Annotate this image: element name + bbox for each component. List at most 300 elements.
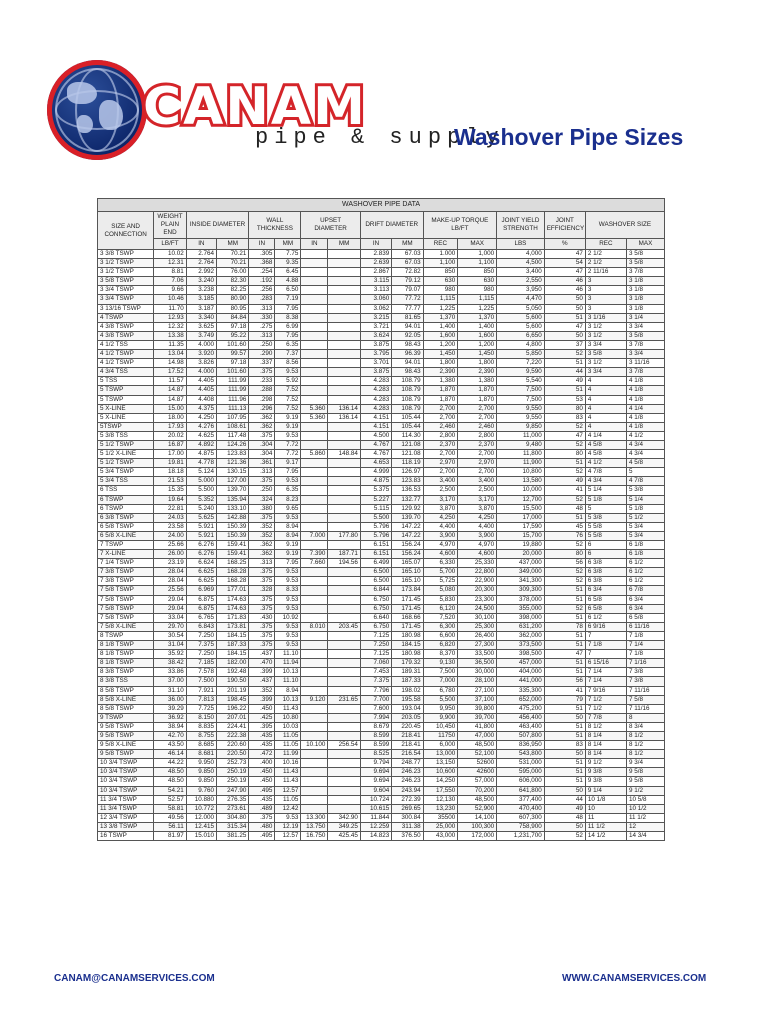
table-cell: 79: [544, 695, 585, 704]
header-inside-diameter: INSIDE DIAMETER: [186, 212, 249, 239]
table-cell: 7.95: [275, 331, 301, 340]
table-cell: .233: [249, 377, 275, 386]
table-cell: 4.283: [360, 377, 391, 386]
unit-cell: MAX: [626, 239, 664, 250]
table-cell: 8 1/8 TSWP: [98, 650, 154, 659]
table-cell: 1,000: [458, 250, 497, 259]
table-cell: 5.860: [301, 450, 328, 459]
table-cell: 441,000: [497, 677, 545, 686]
table-cell: 4,970: [423, 541, 458, 550]
table-cell: 311.38: [392, 822, 423, 831]
table-cell: 9 5/8 X-LINE: [98, 741, 154, 750]
table-cell: [301, 395, 328, 404]
table-cell: 139.70: [216, 486, 248, 495]
table-cell: [301, 422, 328, 431]
table-cell: 1,600: [458, 331, 497, 340]
table-cell: [328, 459, 360, 468]
table-cell: 7: [585, 650, 626, 659]
table-cell: .495: [249, 832, 275, 841]
table-cell: 150.39: [216, 531, 248, 540]
table-cell: 42.70: [154, 731, 186, 740]
table-cell: 14 3/4: [626, 832, 664, 841]
table-cell: 9.53: [275, 622, 301, 631]
table-cell: 7 1/4: [585, 668, 626, 677]
table-cell: 8 3/8 TSWP: [98, 668, 154, 677]
table-cell: 114.30: [392, 431, 423, 440]
table-cell: 47: [544, 268, 585, 277]
table-cell: 250.19: [216, 768, 248, 777]
table-cell: 5 1/4: [626, 495, 664, 504]
table-cell: 3 1/8: [626, 295, 664, 304]
table-cell: 31.10: [154, 686, 186, 695]
table-cell: 97.18: [216, 322, 248, 331]
table-cell: 11: [585, 813, 626, 822]
table-cell: 8 5/8 TSWP: [98, 704, 154, 713]
table-cell: 9 5/8: [626, 777, 664, 786]
table-row: [98, 322, 665, 331]
table-cell: 9 1/2: [626, 786, 664, 795]
table-cell: 92.05: [392, 331, 423, 340]
table-cell: 39,800: [458, 704, 497, 713]
table-cell: 52: [544, 440, 585, 449]
table-cell: 4 5/8: [585, 450, 626, 459]
table-cell: 1,800: [458, 359, 497, 368]
table-cell: 9,900: [423, 713, 458, 722]
table-cell: 7.52: [275, 404, 301, 413]
table-cell: 136.14: [328, 413, 360, 422]
table-cell: 4: [585, 422, 626, 431]
table-cell: 10: [585, 804, 626, 813]
table-cell: 5 1/2 TSWP: [98, 459, 154, 468]
table-row: [98, 477, 665, 486]
table-cell: 51: [544, 759, 585, 768]
table-cell: 111.99: [216, 386, 248, 395]
table-row: [98, 313, 665, 322]
table-cell: 29.04: [154, 604, 186, 613]
table-cell: 6.35: [275, 340, 301, 349]
table-cell: 28.04: [154, 577, 186, 586]
table-cell: 13.300: [301, 813, 328, 822]
table-cell: 1,450: [423, 350, 458, 359]
table-cell: 6 7/8: [626, 586, 664, 595]
table-cell: [328, 250, 360, 259]
table-cell: 80.95: [216, 304, 248, 313]
table-cell: 3.187: [186, 304, 216, 313]
table-cell: 1,400: [423, 322, 458, 331]
table-cell: 8.835: [186, 722, 216, 731]
table-cell: 3.238: [186, 286, 216, 295]
table-cell: [328, 750, 360, 759]
table-cell: 4 3/4: [626, 440, 664, 449]
table-cell: 9.604: [360, 786, 391, 795]
table-cell: 5,700: [423, 568, 458, 577]
table-cell: 7.921: [186, 686, 216, 695]
unit-cell: LB/FT: [154, 239, 186, 250]
table-cell: 52: [544, 468, 585, 477]
table-cell: 2.992: [186, 268, 216, 277]
table-cell: 6,780: [423, 686, 458, 695]
table-cell: 4.151: [360, 413, 391, 422]
header-washover-size: WASHOVER SIZE: [585, 212, 664, 239]
table-cell: 5TSWP: [98, 422, 154, 431]
table-cell: .362: [249, 422, 275, 431]
table-cell: 9.694: [360, 777, 391, 786]
table-cell: 7.813: [186, 695, 216, 704]
table-cell: 3 5/8: [626, 250, 664, 259]
table-cell: 6.765: [186, 613, 216, 622]
table-cell: [328, 277, 360, 286]
table-cell: 5 TSWP: [98, 386, 154, 395]
table-cell: 2,460: [423, 422, 458, 431]
footer-email[interactable]: CANAM@CANAMSERVICES.COM: [54, 973, 215, 984]
table-cell: 107.95: [216, 413, 248, 422]
table-cell: 46.14: [154, 750, 186, 759]
table-cell: 48: [544, 504, 585, 513]
table-cell: 7.725: [186, 704, 216, 713]
table-cell: [328, 577, 360, 586]
table-cell: 2,370: [458, 440, 497, 449]
table-cell: 8.685: [186, 741, 216, 750]
table-cell: 28,100: [458, 677, 497, 686]
table-cell: 15,700: [497, 531, 545, 540]
table-cell: 7.19: [275, 295, 301, 304]
table-cell: 44: [544, 368, 585, 377]
table-cell: [301, 340, 328, 349]
table-cell: 50: [544, 786, 585, 795]
table-cell: 1,200: [458, 340, 497, 349]
table-cell: 17,550: [423, 786, 458, 795]
table-cell: 5 TSS: [98, 377, 154, 386]
table-cell: 1,400: [458, 322, 497, 331]
table-cell: [301, 459, 328, 468]
table-cell: 123.83: [216, 450, 248, 459]
table-cell: 463,400: [497, 722, 545, 731]
table-cell: 51: [544, 513, 585, 522]
footer-website[interactable]: WWW.CANAMSERVICES.COM: [562, 973, 707, 984]
table-cell: 7.600: [360, 704, 391, 713]
table-cell: 5.921: [186, 522, 216, 531]
table-cell: 9.53: [275, 513, 301, 522]
table-cell: 47: [544, 250, 585, 259]
table-cell: 9.694: [360, 768, 391, 777]
table-cell: 10.880: [186, 795, 216, 804]
table-cell: 2,700: [423, 450, 458, 459]
table-cell: .368: [249, 259, 275, 268]
table-cell: [301, 604, 328, 613]
table-cell: 456,400: [497, 713, 545, 722]
table-cell: 36,500: [458, 659, 497, 668]
table-cell: 168.25: [216, 559, 248, 568]
table-cell: 42600: [458, 768, 497, 777]
table-cell: 8 1/8 TSWP: [98, 659, 154, 668]
table-cell: .313: [249, 304, 275, 313]
table-cell: [301, 359, 328, 368]
table-cell: 11.43: [275, 768, 301, 777]
header-weight: WEIGHT PLAIN END: [154, 212, 186, 239]
table-cell: 194.56: [328, 559, 360, 568]
table-cell: 8.23: [275, 495, 301, 504]
table-cell: .437: [249, 677, 275, 686]
table-cell: 50: [544, 750, 585, 759]
table-cell: 8.681: [186, 750, 216, 759]
table-cell: 8.94: [275, 531, 301, 540]
table-cell: 7.250: [186, 650, 216, 659]
table-cell: 67.03: [392, 250, 423, 259]
table-cell: 5 3/8 TSS: [98, 431, 154, 440]
table-cell: .399: [249, 695, 275, 704]
table-cell: 7 3/8 TSWP: [98, 577, 154, 586]
table-cell: 49: [544, 477, 585, 486]
table-cell: 349,000: [497, 568, 545, 577]
table-cell: 6 3/4: [626, 595, 664, 604]
table-cell: 652,000: [497, 695, 545, 704]
table-cell: .375: [249, 577, 275, 586]
table-cell: 18.00: [154, 413, 186, 422]
table-cell: [328, 350, 360, 359]
table-cell: 5 X-LINE: [98, 413, 154, 422]
table-cell: 836,950: [497, 741, 545, 750]
table-row: [98, 268, 665, 277]
table-cell: 37.00: [154, 677, 186, 686]
table-cell: .375: [249, 641, 275, 650]
table-cell: 105.44: [392, 422, 423, 431]
table-cell: 10,000: [497, 486, 545, 495]
header-wall-thickness: WALL THICKNESS: [249, 212, 301, 239]
table-cell: [328, 713, 360, 722]
table-cell: 7 TSWP: [98, 541, 154, 550]
table-cell: 4: [585, 404, 626, 413]
table-cell: 54.21: [154, 786, 186, 795]
table-cell: [301, 777, 328, 786]
table-cell: 98.43: [392, 368, 423, 377]
table-cell: 5 X-LINE: [98, 404, 154, 413]
table-cell: 6,000: [423, 741, 458, 750]
table-cell: 121.36: [216, 459, 248, 468]
table-cell: 3.624: [360, 331, 391, 340]
table-cell: 4,400: [423, 522, 458, 531]
table-cell: 47,000: [458, 731, 497, 740]
table-cell: 315.34: [216, 822, 248, 831]
table-row: [98, 759, 665, 768]
table-cell: 4 3/4 TSS: [98, 368, 154, 377]
table-cell: 26.00: [154, 550, 186, 559]
table-cell: 148.84: [328, 450, 360, 459]
table-cell: 9,850: [497, 422, 545, 431]
table-cell: 8.150: [186, 713, 216, 722]
table-cell: 98.43: [392, 340, 423, 349]
table-cell: 57,000: [458, 777, 497, 786]
table-cell: 246.23: [392, 768, 423, 777]
table-cell: 16 TSWP: [98, 832, 154, 841]
table-cell: 39,700: [458, 713, 497, 722]
table-cell: 51: [544, 704, 585, 713]
table-row: [98, 722, 665, 731]
table-cell: 2.764: [186, 250, 216, 259]
table-cell: 1,870: [423, 395, 458, 404]
table-row: [98, 677, 665, 686]
table-cell: 9 1/4: [585, 786, 626, 795]
table-row: [98, 531, 665, 540]
table-cell: 51: [544, 641, 585, 650]
table-cell: 11.10: [275, 650, 301, 659]
table-cell: 5.92: [275, 377, 301, 386]
table-cell: 507,800: [497, 731, 545, 740]
table-row: [98, 377, 665, 386]
table-cell: .352: [249, 531, 275, 540]
table-cell: 1,115: [458, 295, 497, 304]
table-cell: 6 3/4: [585, 586, 626, 595]
table-cell: 12.32: [154, 322, 186, 331]
table-cell: 70,200: [458, 786, 497, 795]
table-cell: 7.660: [301, 559, 328, 568]
table-cell: 192.48: [216, 668, 248, 677]
table-cell: 14,100: [458, 813, 497, 822]
table-cell: .313: [249, 559, 275, 568]
table-cell: 9 3/8: [585, 777, 626, 786]
table-cell: 9 3/8: [585, 768, 626, 777]
table-cell: 21.53: [154, 477, 186, 486]
table-cell: 7.75: [275, 250, 301, 259]
table-cell: 129.92: [392, 504, 423, 513]
table-cell: 1.000: [423, 250, 458, 259]
table-cell: 121.08: [392, 440, 423, 449]
table-cell: 10,450: [423, 722, 458, 731]
table-cell: .362: [249, 413, 275, 422]
table-cell: .450: [249, 777, 275, 786]
unit-cell: IN: [360, 239, 391, 250]
table-cell: 5: [626, 468, 664, 477]
table-cell: 9 TSWP: [98, 713, 154, 722]
table-cell: 4,470: [497, 295, 545, 304]
table-cell: 6,120: [423, 604, 458, 613]
table-cell: 7 5/8 TSWP: [98, 586, 154, 595]
table-cell: 4.408: [186, 395, 216, 404]
table-cell: 6.50: [275, 286, 301, 295]
table-cell: 3,900: [423, 531, 458, 540]
unit-cell: MM: [216, 239, 248, 250]
table-cell: 4.283: [360, 395, 391, 404]
table-cell: 3 11/16: [626, 359, 664, 368]
table-cell: [301, 586, 328, 595]
table-cell: 1,370: [458, 313, 497, 322]
table-cell: 9 5/8 TSWP: [98, 731, 154, 740]
table-cell: .435: [249, 731, 275, 740]
table-cell: 3,170: [458, 495, 497, 504]
table-cell: 50: [544, 295, 585, 304]
table-cell: 9.120: [301, 695, 328, 704]
table-cell: 404,000: [497, 668, 545, 677]
table-row: [98, 641, 665, 650]
table-cell: 1,100: [423, 259, 458, 268]
header-joint-yield: JOINT YIELD STRENGTH: [497, 212, 545, 239]
table-row: [98, 750, 665, 759]
table-cell: 3.920: [186, 350, 216, 359]
table-cell: 8: [626, 713, 664, 722]
table-cell: 9.66: [154, 286, 186, 295]
table-row: [98, 495, 665, 504]
table-cell: 41,800: [458, 722, 497, 731]
table-cell: 108.79: [392, 404, 423, 413]
table-cell: 11 3/4 TSWP: [98, 804, 154, 813]
table-row: [98, 350, 665, 359]
table-cell: .400: [249, 759, 275, 768]
table-cell: 126.97: [392, 468, 423, 477]
table-cell: 77.72: [392, 295, 423, 304]
table-cell: 2,460: [458, 422, 497, 431]
table-cell: .435: [249, 795, 275, 804]
table-cell: 171.45: [392, 595, 423, 604]
table-cell: 133.10: [216, 504, 248, 513]
table-cell: 1,225: [423, 304, 458, 313]
unit-row: [98, 239, 665, 250]
table-cell: 3,170: [423, 495, 458, 504]
table-cell: 9.760: [186, 786, 216, 795]
table-cell: 10,800: [497, 468, 545, 477]
table-cell: 341,300: [497, 577, 545, 586]
table-cell: 7.125: [360, 650, 391, 659]
table-cell: 17,000: [497, 513, 545, 522]
table-cell: 18.18: [154, 468, 186, 477]
table-cell: [301, 613, 328, 622]
table-cell: [328, 541, 360, 550]
table-cell: 309,300: [497, 586, 545, 595]
table-cell: 3 5/8: [585, 350, 626, 359]
table-cell: 6.969: [186, 586, 216, 595]
table-cell: 7.060: [360, 659, 391, 668]
table-cell: 99.57: [216, 350, 248, 359]
table-cell: 52,100: [458, 750, 497, 759]
table-cell: .495: [249, 786, 275, 795]
table-cell: [328, 722, 360, 731]
table-cell: 11,800: [497, 450, 545, 459]
table-cell: 4 1/8: [626, 413, 664, 422]
table-cell: 980: [423, 286, 458, 295]
table-cell: 3 1/16: [585, 313, 626, 322]
table-cell: .437: [249, 650, 275, 659]
table-cell: 94.01: [392, 359, 423, 368]
table-cell: 8.755: [186, 731, 216, 740]
table-cell: [301, 259, 328, 268]
table-cell: 3,400: [497, 268, 545, 277]
table-cell: .472: [249, 750, 275, 759]
table-cell: 3 5/8 TSWP: [98, 277, 154, 286]
table-cell: 5,850: [497, 350, 545, 359]
table-cell: [328, 322, 360, 331]
table-cell: 4,400: [458, 522, 497, 531]
unit-cell: MAX: [458, 239, 497, 250]
table-cell: 6 5/8: [626, 613, 664, 622]
table-cell: 7 11/16: [626, 704, 664, 713]
table-cell: 14,250: [423, 777, 458, 786]
table-cell: 1,870: [458, 386, 497, 395]
table-cell: 4.500: [360, 431, 391, 440]
table-cell: 171.83: [216, 613, 248, 622]
table-cell: 11.57: [154, 377, 186, 386]
table-cell: 48.50: [154, 777, 186, 786]
table-cell: 6 5/8 X-LINE: [98, 531, 154, 540]
table-cell: 33.86: [154, 668, 186, 677]
table-row: [98, 731, 665, 740]
table-cell: 7: [585, 631, 626, 640]
table-cell: 97.18: [216, 359, 248, 368]
table-cell: 111.13: [216, 404, 248, 413]
table-cell: [301, 277, 328, 286]
table-cell: 6.750: [360, 595, 391, 604]
table-cell: 8 3/8 TSS: [98, 677, 154, 686]
table-cell: [301, 440, 328, 449]
table-cell: 1,380: [458, 377, 497, 386]
table-cell: 47: [544, 431, 585, 440]
